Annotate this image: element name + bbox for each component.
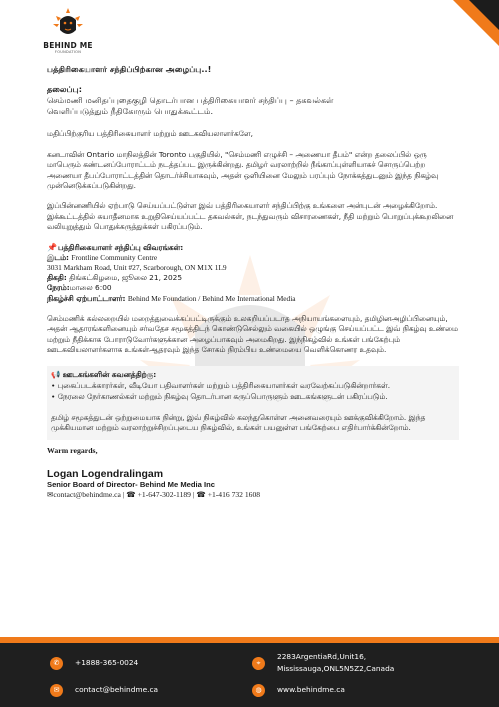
phone-icon: ✆ [50,657,63,670]
date-value: திங்கட்கிழமை, ஜூலை 21, 2025 [69,273,183,283]
warm-regards: Warm regards, [47,445,98,455]
pushpin-icon: 📌 [47,242,57,252]
venue-address: 3031 Markham Road, Unit #27, Scarborough, ON M1X 1L9 [47,263,227,273]
signer-email-link[interactable]: contact@behindme.ca [53,489,121,499]
notice-heading: 📢 ஊடகங்களின் கவனத்திற்கு: [51,369,157,379]
location-icon: ⌖ [252,657,265,670]
signer-contact: ✉contact@behindme.ca | ☎ +1-647-302-1189 | ☎ +1-416 732 1608 [47,489,261,499]
corner-accent-dark [469,0,499,30]
time-label: நேரம்: [47,283,70,293]
footer-email[interactable]: ✉ contact@behindme.ca [50,684,158,697]
date-row [47,273,459,283]
phone-icon: ☎ [196,489,206,499]
time-value: மாலை 6:00 [69,283,112,293]
lion-crest-icon [50,6,86,40]
brand-sub: FOUNDATION [54,50,82,54]
date-label: திகதி: [47,273,67,283]
signer-phone-2[interactable]: +1-416 732 1608 [207,489,261,499]
footer-website[interactable]: ◍ www.behindme.ca [252,684,345,697]
signer-phone-1[interactable]: +1-647-302-1189 [137,489,191,499]
globe-icon: ◍ [252,684,265,697]
footer-accent-stripe [0,637,499,643]
venue-row [47,253,459,263]
email-icon: ✉ [47,489,54,499]
paragraph-purpose: செம்மணிக் கல்லறையில் மறைத்துவைக்கப்பட்டிருக்கும் உலகறியப்படாத அநியாயங்களையும், தமிழினஅழிப்பினையும், அதன் ஆதாரங்களினையும் சர்வதேச சமூகத்திடந் கொண்டுசெல்லும் வகையில் ஒழுங்கு செய்யப்பட்ட இவ் நிகழ்வு உண்மை மற்றும் நீதிக்காக போராடுவோர்களுக்கான அழைப்பாகவும் அமைகிறது. இந்நிகழ்வில் உங்கள் பங்கேற்பும் ஊடகவியலாளர்களாக உங்கள்ஆதரவும் இந்த சோகம் நிரம்பிய உண்மையை வெளிக்கொணர உதவும். [47,313,458,355]
letter-title: பத்திரிகையாளர் சந்திப்பிற்கான அழைப்பு..! [47,64,212,74]
time-row [47,283,459,293]
organizer-label: நிகழ்ச்சி ஏற்பாட்டாளர்: [47,293,126,303]
footer-bar [0,643,499,707]
brand-name: BEHIND ME [43,41,93,50]
footer-address: ⌖ 2283ArgentiaRd,Unit16, Mississauga,ONL5N5Z2,Canada [252,651,394,675]
subject-text [47,95,459,117]
email-icon: ✉ [50,684,63,697]
letter-body [47,64,459,500]
phone-icon: ☎ [126,489,136,499]
paragraph-intro: கனடாவின் Ontario மாநிலத்தின் Toronto பகுதியில், "செம்மணி எழுச்சி – அணையா தீபம்" என்ற தலைப்பில் ஒரு மாபெரும் கண்டனப்போராட்டம் நடத்தப்பட இருக்கின்றது. தமிழர் வரலாற்றில் நீங்காப்புள்ளியாகச் சொருப்பெற்ற அணையா தீபப்போராட்டத்தின் தொடர்ச்சியாகவும், அதன் ஒளியினை மேலும் பரப்பும் நோக்கத்துடனும் இந்த நிகழ்வு முன்னெடுக்கப்படுகின்றது. [47,149,439,191]
notice-closing: தமிழ் சமூகத்துடன் ஒற்றுமையாக நின்று, இவ் நிகழ்வில் கலந்துகொள்ள அனைவரையும் ஊக்குவிக்கிறோம். இந்த முக்கியமான மற்றும் வரலாற்றுச்சிறப்புடைய நிகழ்வில், உங்கள் பயனுள்ள பங்கேற்பை எதிர்பார்க்கின்றோம். [51,412,426,433]
organizer-row [47,294,459,304]
brand-logo [40,6,96,62]
subject-label: தலைப்பு: [47,84,82,95]
notice-bullet-2: • நேரலை நேர்காணல்கள் மற்றும் நிகழ்வு தொடர்பான கருப்பொருளும் ஊடகங்களுடன் பகிரப்படும். [51,392,388,402]
venue-label: இடம்: [47,252,69,262]
subject-line-1: செம்மணி மனிதப்புதைகுழி தொடர்பான பத்திரிகையாளர் சந்திப்பு – தகவல்கள் [47,95,334,106]
details-heading: 📌பத்திரிகையாளர் சந்திப்பு விவரங்கள்: [47,242,184,252]
notice-bullet-1: • புகைப்படக்காரர்கள், வீடியோ பதிவாளர்கள் மற்றும் பத்திரிகையாளர்கள் வரவேற்கப்படுகின்றார்கள். [51,380,391,390]
footer-phone[interactable]: ✆ +1888-365-0024 [50,657,138,670]
media-notice [47,366,459,440]
subject-line-2: வெளிப்படுத்தும் நீதிகோரும் பொதுக்கூட்டம். [47,106,214,117]
greeting: மதிப்பிற்குரிய பத்திரிகையாளர் மற்றும் ஊடகவியலாளர்களே, [47,129,253,139]
organizer-value: Behind Me Foundation / Behind Me International Media [127,293,296,303]
signer-name: Logan Logendralingam [47,467,164,480]
signer-title: Senior Board of Director- Behind Me Media Inc [47,479,215,489]
venue-name: Frontline Community Centre [71,252,158,262]
paragraph-invitation: இப்பின்னணியில் ஏற்பாடு செய்யப்பட்டுள்ள இவ் பத்திரிகையாளர் சந்திப்பிற்கு உங்களை அன்புடன் அழைக்கிறோம். இக்கூட்டத்தில் சுயாதீனமாக உறுதிசெய்யப்பட்ட தகவல்கள், நடந்துவரும் விசாரணைகள், நீதி மற்றும் பொறுப்புக்கூறலினை வலியுறுத்தும் பொதுக்கருத்துக்கள் பகிரப்படும். [47,201,454,232]
megaphone-icon: 📢 [51,369,63,379]
event-details [47,243,459,304]
